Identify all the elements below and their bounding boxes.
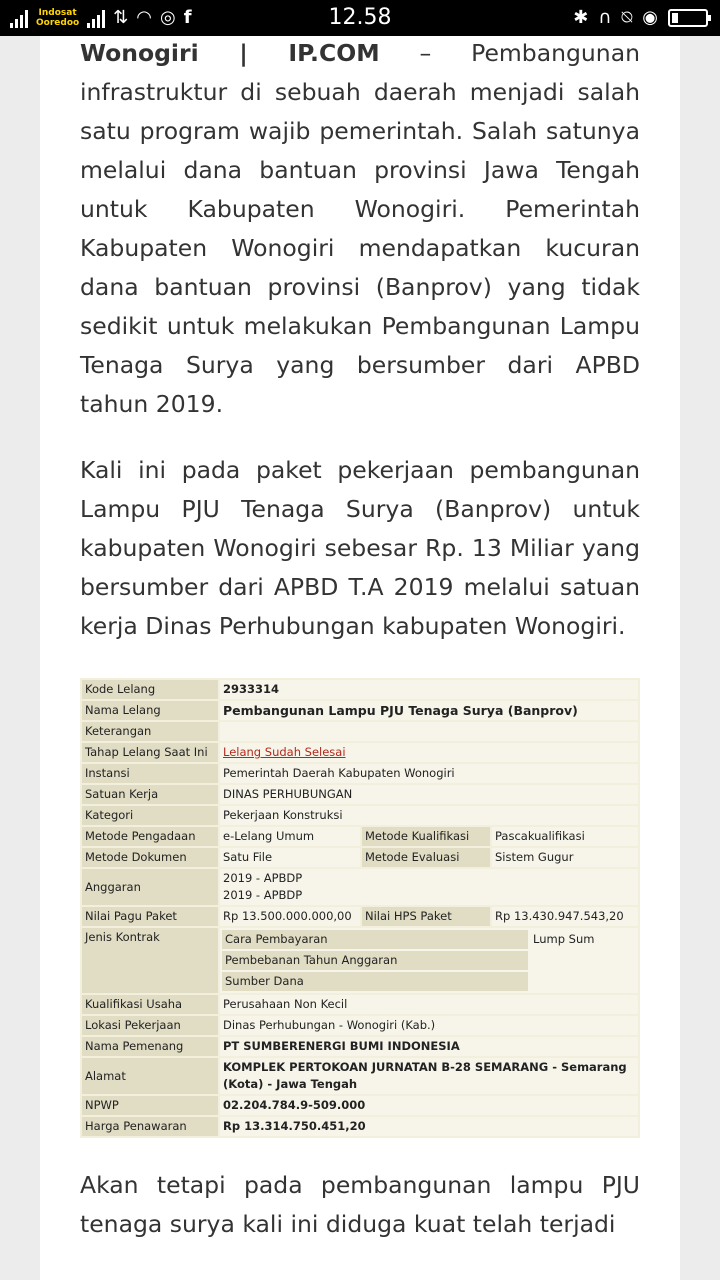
table-row [82, 743, 638, 762]
tender-procurement-method: e-Lelang Umum [220, 827, 360, 846]
table-row [82, 928, 638, 993]
tender-info-table [80, 678, 640, 1138]
winner-address: KOMPLEK PERTOKOAN JURNATAN B-28 SEMARANG - Semarang (Kota) - Jawa Tengah [220, 1058, 638, 1094]
table-row [82, 1058, 638, 1094]
article-paragraph-2: Kali ini pada paket pekerjaan pembangunan Lampu PJU Tenaga Surya (Banprov) untuk kabupaten Wonogiri sebesar Rp. 13 Miliar yang bersumber dari APBD T.A 2019 melalui satuan kerja Dinas Perhubungan kabupaten Wonogiri. [80, 456, 640, 640]
tender-label: Nama Lelang [82, 701, 218, 720]
carrier-logo: Indosat Ooredoo [36, 8, 80, 28]
tender-label: Satuan Kerja [82, 785, 218, 804]
battery-icon [668, 9, 708, 27]
table-row [82, 680, 638, 699]
tender-label: Nilai HPS Paket [362, 907, 490, 926]
table-row [82, 995, 638, 1014]
bid-price: Rp 13.314.750.451,20 [220, 1117, 638, 1136]
tender-label: NPWP [82, 1096, 218, 1115]
bluetooth-icon: ✱ [573, 7, 589, 28]
facebook-icon: f [183, 7, 192, 28]
winner-name: PT SUMBERENERGI BUMI INDONESIA [220, 1037, 638, 1056]
tender-label: Metode Pengadaan [82, 827, 218, 846]
tender-description [220, 722, 638, 741]
data-transfer-icon: ⇅ [113, 7, 129, 28]
tender-evaluation-method: Sistem Gugur [492, 848, 638, 867]
headset-icon: ∩ [598, 7, 612, 28]
contract-type-table [220, 928, 638, 993]
tender-qualification-method: Pascakualifikasi [492, 827, 638, 846]
table-row [222, 972, 636, 991]
battery-level [672, 13, 678, 23]
tender-label: Jenis Kontrak [82, 928, 218, 993]
tender-document-method: Satu File [220, 848, 360, 867]
table-row [82, 907, 638, 926]
winner-npwp: 02.204.784.9-509.000 [220, 1096, 638, 1115]
tender-label: Nama Pemenang [82, 1037, 218, 1056]
tender-label: Instansi [82, 764, 218, 783]
tender-label: Tahap Lelang Saat Ini [82, 743, 218, 762]
table-row [82, 701, 638, 720]
tender-label: Kode Lelang [82, 680, 218, 699]
chrome-icon: ◎ [160, 7, 176, 28]
table-row [82, 1016, 638, 1035]
payment-method-label: Cara Pembayaran [222, 930, 528, 949]
table-row [82, 722, 638, 741]
wifi-icon: ◠ [136, 7, 152, 28]
table-row [82, 869, 638, 905]
business-qualification: Perusahaan Non Kecil [220, 995, 638, 1014]
tender-name: Pembangunan Lampu PJU Tenaga Surya (Banprov) [220, 701, 638, 720]
tender-label: Metode Evaluasi [362, 848, 490, 867]
table-row [82, 1117, 638, 1136]
table-row [82, 764, 638, 783]
tender-code: 2933314 [220, 680, 638, 699]
tender-work-unit: DINAS PERHUBUNGAN [220, 785, 638, 804]
tender-ceiling-value: Rp 13.500.000.000,00 [220, 907, 360, 926]
tender-label: Nilai Pagu Paket [82, 907, 218, 926]
budget-year-label: Pembebanan Tahun Anggaran [222, 951, 528, 970]
fund-source-label: Sumber Dana [222, 972, 528, 991]
clock: 12.58 [328, 5, 392, 30]
tender-label: Lokasi Pekerjaan [82, 1016, 218, 1035]
article-paragraph-1: Wonogiri | IP.COM – Pembangunan infrastruktur di sebuah daerah menjadi salah satu program wajib pemerintah. Salah satunya melalui dana bantuan provinsi Jawa Tengah untuk Kabupaten Wonogiri. Pemerintah Kabupaten Wonogiri mendapatkan kucuran dana bantuan provinsi (Banprov) yang tidak sedikit untuk melakukan Pembangunan Lampu Tenaga Surya yang bersumber dari APBD tahun 2019. [80, 39, 640, 418]
tender-label: Kualifikasi Usaha [82, 995, 218, 1014]
tender-label: Kategori [82, 806, 218, 825]
mute-icon: ⍉ [621, 7, 633, 28]
status-bar [0, 0, 720, 36]
table-row [82, 785, 638, 804]
tender-label: Metode Kualifikasi [362, 827, 490, 846]
article-content [80, 36, 640, 1244]
article-page[interactable] [40, 36, 680, 1280]
tender-category: Pekerjaan Konstruksi [220, 806, 638, 825]
article-lead: Wonogiri | IP.COM [80, 39, 380, 67]
tender-label: Alamat [82, 1058, 218, 1094]
tender-agency: Pemerintah Daerah Kabupaten Wonogiri [220, 764, 638, 783]
contract-type-cell [220, 928, 638, 993]
work-location: Dinas Perhubungan - Wonogiri (Kab.) [220, 1016, 638, 1035]
table-row [222, 930, 636, 949]
table-row [222, 951, 636, 970]
table-row [82, 848, 638, 867]
eye-icon: ◉ [642, 7, 658, 28]
table-row [82, 1037, 638, 1056]
tender-label: Anggaran [82, 869, 218, 905]
article-paragraph-3: Akan tetapi pada pembangunan lampu PJU tenaga surya kali ini diduga kuat telah terjadi [80, 1171, 640, 1238]
payment-method: Lump Sum [533, 932, 595, 946]
table-row [82, 806, 638, 825]
table-row [82, 1096, 638, 1115]
table-row [82, 827, 638, 846]
tender-stage-link[interactable]: Lelang Sudah Selesai [223, 745, 346, 759]
tender-label: Harga Penawaran [82, 1117, 218, 1136]
tender-budget: 2019 - APBDP 2019 - APBDP [220, 869, 638, 905]
tender-label: Metode Dokumen [82, 848, 218, 867]
tender-label: Keterangan [82, 722, 218, 741]
tender-hps-value: Rp 13.430.947.543,20 [492, 907, 638, 926]
